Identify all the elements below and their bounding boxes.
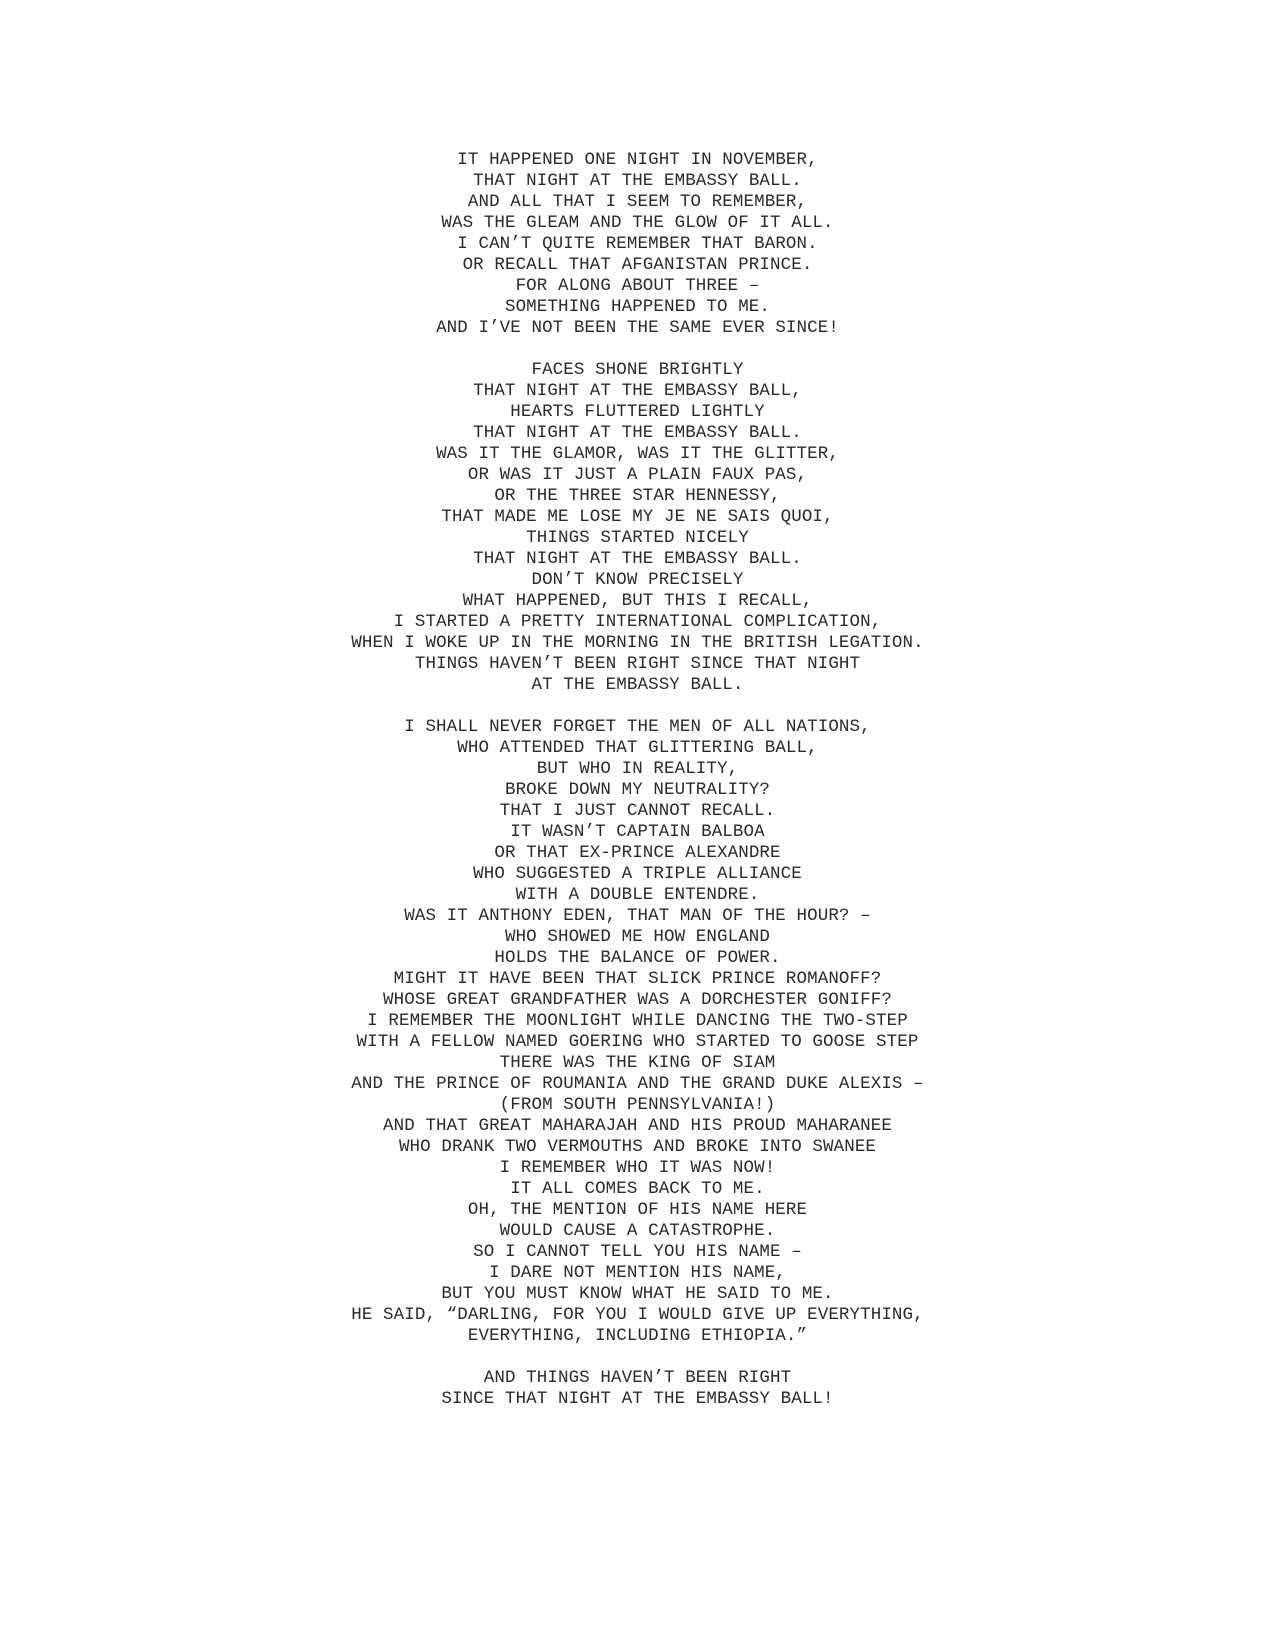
lyric-line: OR THE THREE STAR HENNESSY,	[494, 486, 781, 506]
lyric-line: EVERYTHING, INCLUDING ETHIOPIA.”	[467, 1326, 808, 1346]
stanza	[0, 360, 1275, 696]
lyric-line: WHO SUGGESTED A TRIPLE ALLIANCE	[473, 864, 802, 884]
lyric-line: I CAN’T QUITE REMEMBER THAT BARON.	[457, 234, 818, 254]
stanza	[0, 150, 1275, 339]
lyric-line: HE SAID, “DARLING, FOR YOU I WOULD GIVE UP EVERYTHING,	[351, 1305, 924, 1325]
lyric-line: BROKE DOWN MY NEUTRALITY?	[504, 780, 771, 800]
lyric-line: THINGS STARTED NICELY	[526, 528, 749, 548]
lyric-line: OR THAT EX-PRINCE ALEXANDRE	[494, 843, 781, 863]
lyric-line: THINGS HAVEN’T BEEN RIGHT SINCE THAT NIGHT	[414, 654, 861, 674]
lyric-line: (FROM SOUTH PENNSYLVANIA!)	[499, 1095, 776, 1115]
lyric-line: WHEN I WOKE UP IN THE MORNING IN THE BRITISH LEGATION.	[351, 633, 924, 653]
lyric-line: AND THE PRINCE OF ROUMANIA AND THE GRAND DUKE ALEXIS –	[351, 1074, 924, 1094]
lyric-line: I REMEMBER THE MOONLIGHT WHILE DANCING THE TWO-STEP	[367, 1011, 908, 1031]
lyric-line: AND I’VE NOT BEEN THE SAME EVER SINCE!	[436, 318, 839, 338]
lyric-line: I SHALL NEVER FORGET THE MEN OF ALL NATIONS,	[404, 717, 871, 737]
lyrics-page	[0, 150, 1275, 1431]
lyric-line: FACES SHONE BRIGHTLY	[531, 360, 744, 380]
lyric-line: WAS IT ANTHONY EDEN, THAT MAN OF THE HOUR? –	[404, 906, 871, 926]
lyric-line: IT WASN’T CAPTAIN BALBOA	[510, 822, 765, 842]
lyric-line: WAS IT THE GLAMOR, WAS IT THE GLITTER,	[436, 444, 839, 464]
lyric-line: BUT WHO IN REALITY,	[536, 759, 739, 779]
lyric-line: AT THE EMBASSY BALL.	[531, 675, 744, 695]
lyric-line: WITH A DOUBLE ENTENDRE.	[515, 885, 760, 905]
lyric-line: AND ALL THAT I SEEM TO REMEMBER,	[467, 192, 808, 212]
lyric-line: THAT NIGHT AT THE EMBASSY BALL.	[473, 171, 802, 191]
lyric-line: OH, THE MENTION OF HIS NAME HERE	[467, 1200, 808, 1220]
lyric-line: OR RECALL THAT AFGANISTAN PRINCE.	[462, 255, 813, 275]
lyric-line: DON’T KNOW PRECISELY	[531, 570, 744, 590]
lyric-line: I STARTED A PRETTY INTERNATIONAL COMPLICATION,	[393, 612, 882, 632]
stanza	[0, 717, 1275, 1347]
lyric-line: HOLDS THE BALANCE OF POWER.	[494, 948, 781, 968]
lyric-line: WHO DRANK TWO VERMOUTHS AND BROKE INTO SWANEE	[398, 1137, 877, 1157]
lyric-line: I REMEMBER WHO IT WAS NOW!	[499, 1158, 776, 1178]
lyric-line: SO I CANNOT TELL YOU HIS NAME –	[473, 1242, 802, 1262]
lyric-line: FOR ALONG ABOUT THREE –	[515, 276, 760, 296]
lyric-line: THAT NIGHT AT THE EMBASSY BALL.	[473, 549, 802, 569]
lyric-line: I DARE NOT MENTION HIS NAME,	[489, 1263, 786, 1283]
lyric-line: BUT YOU MUST KNOW WHAT HE SAID TO ME.	[441, 1284, 834, 1304]
lyric-line: IT ALL COMES BACK TO ME.	[510, 1179, 765, 1199]
lyric-line: WHOSE GREAT GRANDFATHER WAS A DORCHESTER GONIFF?	[383, 990, 892, 1010]
lyric-line: WOULD CAUSE A CATASTROPHE.	[499, 1221, 776, 1241]
lyric-line: SINCE THAT NIGHT AT THE EMBASSY BALL!	[441, 1389, 834, 1409]
lyric-line: SOMETHING HAPPENED TO ME.	[504, 297, 771, 317]
lyric-line: WAS THE GLEAM AND THE GLOW OF IT ALL.	[441, 213, 834, 233]
lyric-line: WHAT HAPPENED, BUT THIS I RECALL,	[462, 591, 813, 611]
stanza	[0, 1368, 1275, 1410]
lyric-line: OR WAS IT JUST A PLAIN FAUX PAS,	[467, 465, 808, 485]
lyric-line: MIGHT IT HAVE BEEN THAT SLICK PRINCE ROMANOFF?	[393, 969, 882, 989]
lyric-line: AND THINGS HAVEN’T BEEN RIGHT	[483, 1368, 792, 1388]
lyric-line: THAT NIGHT AT THE EMBASSY BALL,	[473, 381, 802, 401]
lyric-line: AND THAT GREAT MAHARAJAH AND HIS PROUD MAHARANEE	[383, 1116, 892, 1136]
lyric-line: WITH A FELLOW NAMED GOERING WHO STARTED TO GOOSE STEP	[356, 1032, 919, 1052]
lyric-line: WHO ATTENDED THAT GLITTERING BALL,	[457, 738, 818, 758]
lyric-line: WHO SHOWED ME HOW ENGLAND	[504, 927, 771, 947]
lyric-line: IT HAPPENED ONE NIGHT IN NOVEMBER,	[457, 150, 818, 170]
lyric-line: THAT NIGHT AT THE EMBASSY BALL.	[473, 423, 802, 443]
lyric-line: THAT I JUST CANNOT RECALL.	[499, 801, 776, 821]
lyric-line: THAT MADE ME LOSE MY JE NE SAIS QUOI,	[441, 507, 834, 527]
lyric-line: HEARTS FLUTTERED LIGHTLY	[510, 402, 765, 422]
lyric-line: THERE WAS THE KING OF SIAM	[499, 1053, 776, 1073]
